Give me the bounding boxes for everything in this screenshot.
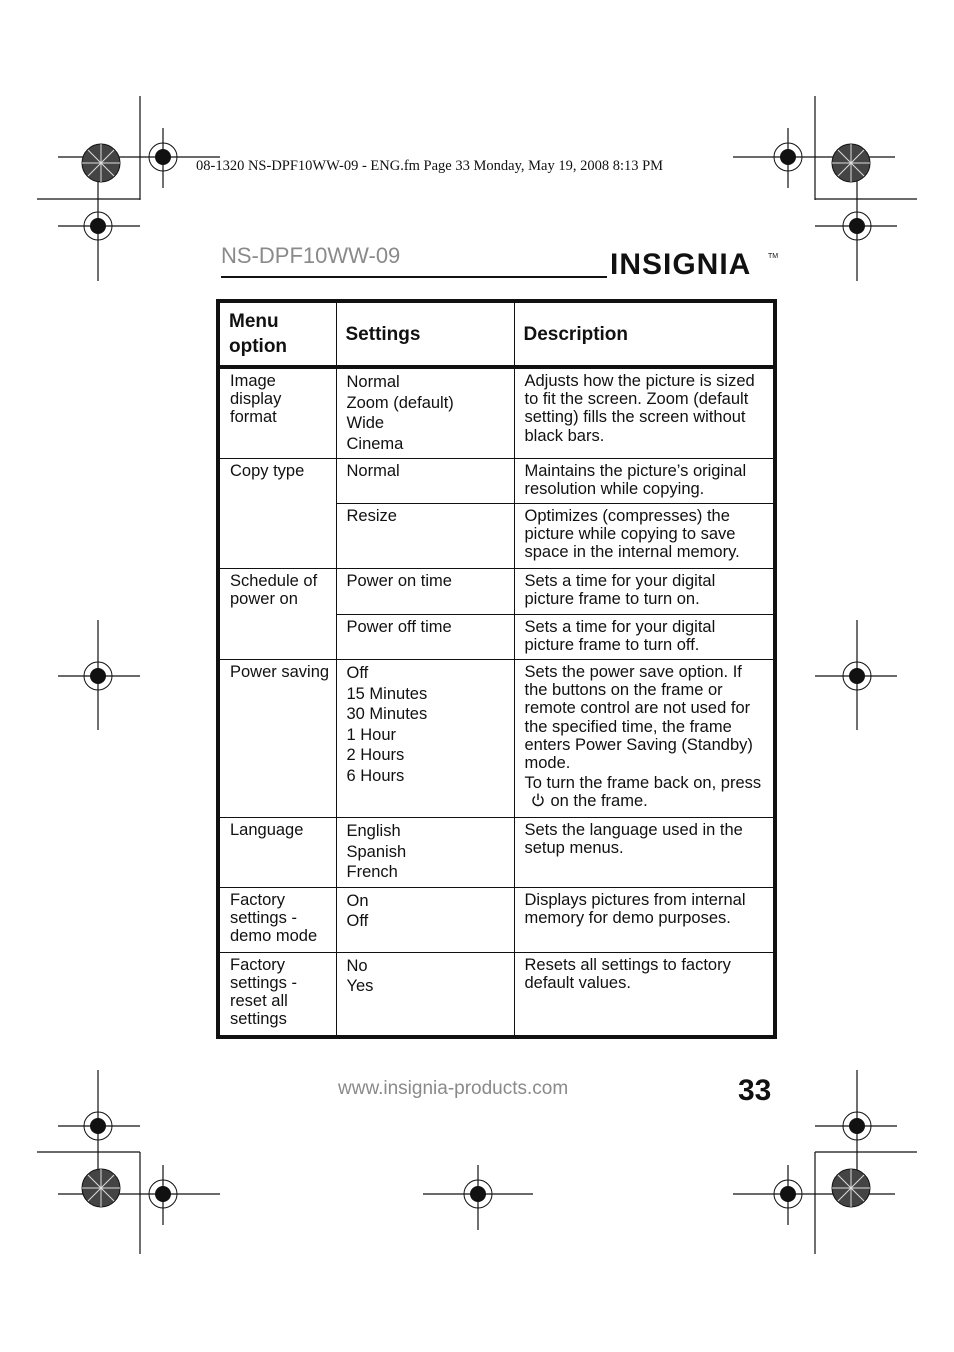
setting-value: 30 Minutes	[346, 705, 428, 723]
menu-option-cell: Language	[218, 818, 336, 888]
description-part: on the frame.	[550, 792, 648, 811]
settings-cell	[336, 887, 514, 952]
setting-value: English	[346, 822, 401, 840]
description-cell: Sets a time for your digital picture frame to turn off.	[514, 615, 775, 660]
table-row	[218, 459, 775, 504]
settings-cell	[336, 660, 514, 818]
table-row	[218, 569, 775, 615]
description-cell: Maintains the picture’s original resolution while copying.	[514, 459, 775, 504]
settings-cell: Power on time	[336, 569, 514, 615]
menu-option-cell: Copy type	[218, 459, 336, 569]
trademark-text: TM	[768, 253, 779, 260]
menu-option-cell: Image display format	[218, 367, 336, 459]
description-cell: Sets the language used in the setup menus.	[514, 818, 775, 888]
brand-text: INSIGNIA	[610, 248, 752, 281]
header-rule	[221, 276, 607, 278]
setting-value: No	[346, 956, 368, 975]
description-cell: Adjusts how the picture is sized to fit the screen. Zoom (default setting) fills the screen without black bars.	[514, 367, 775, 459]
setting-value: Off	[346, 664, 369, 682]
setting-value: Off	[346, 912, 369, 930]
table-row	[218, 660, 775, 818]
power-icon	[531, 792, 545, 812]
settings-cell: Normal	[336, 459, 514, 504]
menu-option-cell: Factory settings - reset all settings	[218, 952, 336, 1037]
table-header-row	[218, 301, 775, 367]
setting-value: Wide	[346, 414, 385, 432]
setting-value: Normal	[346, 373, 400, 391]
setting-value: French	[346, 863, 398, 881]
settings-cell	[336, 367, 514, 459]
description-text-2	[525, 774, 768, 812]
menu-option-cell: Power saving	[218, 660, 336, 818]
description-text: Sets the power save option. If the buttons on the frame or remote control are not used for the specified time, the frame enters Power Saving (Standby) mode.	[524, 663, 753, 773]
header-settings: Settings	[336, 301, 514, 367]
header-menu-option: Menu option	[218, 301, 336, 367]
settings-table	[216, 299, 777, 1039]
menu-option-cell: Factory settings - demo mode	[218, 887, 336, 952]
menu-option-cell: Schedule of power on	[218, 569, 336, 660]
description-cell: Resets all settings to factory default values.	[514, 952, 775, 1037]
setting-value: 1 Hour	[346, 725, 397, 744]
table-row	[218, 367, 775, 459]
settings-cell	[336, 818, 514, 888]
setting-value: 6 Hours	[346, 766, 405, 785]
settings-cell: Power off time	[336, 615, 514, 660]
footer-url: www.insignia-products.com	[338, 1078, 569, 1099]
setting-value: 15 Minutes	[346, 684, 428, 703]
description-cell: Displays pictures from internal memory for demo purposes.	[514, 887, 775, 952]
setting-value: Spanish	[346, 842, 407, 861]
page-number: 33	[738, 1074, 772, 1107]
description-cell: Sets a time for your digital picture frame to turn on.	[514, 569, 775, 615]
settings-cell	[336, 952, 514, 1037]
header-description: Description	[514, 301, 775, 367]
setting-value: Zoom (default)	[346, 393, 454, 412]
setting-value: 2 Hours	[346, 746, 405, 764]
table-row	[218, 818, 775, 888]
insignia-logo	[610, 240, 780, 286]
setting-value: Cinema	[346, 434, 404, 453]
description-cell	[514, 660, 775, 818]
setting-value: Yes	[346, 977, 374, 995]
setting-value: On	[346, 891, 369, 910]
model-number: NS-DPF10WW-09	[221, 243, 401, 268]
description-part: To turn the frame back on, press	[524, 774, 762, 793]
settings-cell: Resize	[336, 504, 514, 569]
print-slug: 08-1320 NS-DPF10WW-09 - ENG.fm Page 33 Monday, May 19, 2008 8:13 PM	[196, 158, 664, 174]
table-row	[218, 887, 775, 952]
description-cell: Optimizes (compresses) the picture while copying to save space in the internal memory.	[514, 504, 775, 569]
table-row	[218, 952, 775, 1037]
